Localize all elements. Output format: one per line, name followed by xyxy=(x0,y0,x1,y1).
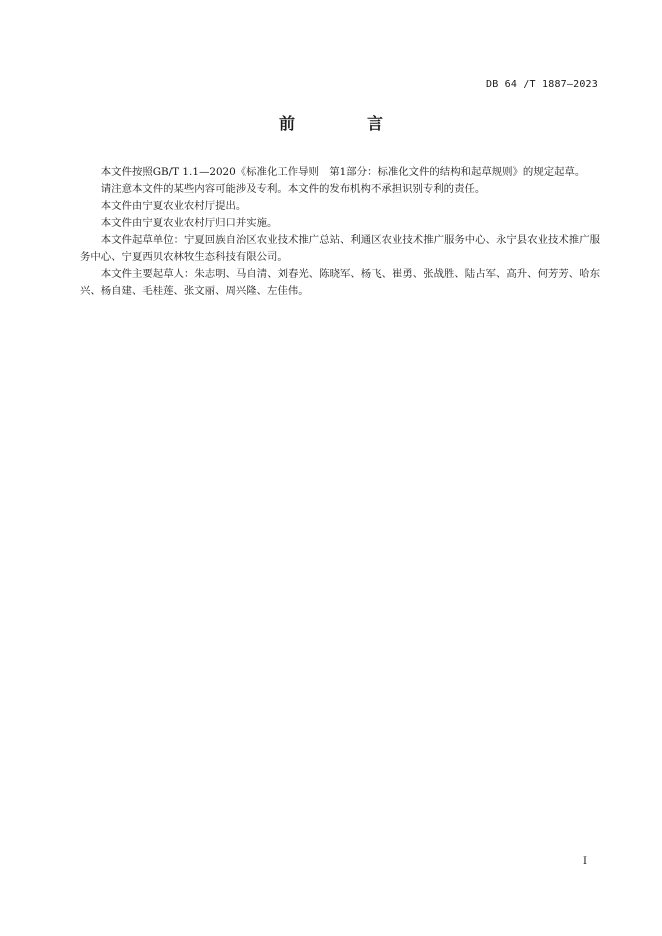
page-number: I xyxy=(583,856,587,867)
paragraph-proposed-by: 本文件由宁夏农业农村厅提出。 xyxy=(100,200,247,212)
paragraph-patent-notice: 请注意本文件的某些内容可能涉及专利。本文件的发布机构不承担识别专利的责任。 xyxy=(100,183,486,195)
paragraph-drafters: 本文件主要起草人：朱志明、马自清、刘春光、陈晓军、杨飞、崔勇、张战胜、陆占军、高升、何芳芳、哈东兴、杨自建、毛桂莲、张文丽、周兴隆、左佳伟。 xyxy=(80,268,600,297)
page-title: 前 言 xyxy=(278,114,411,133)
foreword-body xyxy=(80,164,600,300)
paragraph-drafting-units: 本文件起草单位：宁夏回族自治区农业技术推广总站、利通区农业技术推广服务中心、永宁县农业技术推广服务中心、宁夏西贝农林牧生态科技有限公司。 xyxy=(80,234,600,263)
document-code: DB 64 /T 1887—2023 xyxy=(486,79,598,90)
paragraph-drafting-basis: 本文件按照GB/T 1.1—2020《标准化工作导则 第1部分：标准化文件的结构和起草规则》的规定起草。 xyxy=(100,166,586,178)
paragraph-implemented-by: 本文件由宁夏农业农村厅归口并实施。 xyxy=(100,217,278,229)
